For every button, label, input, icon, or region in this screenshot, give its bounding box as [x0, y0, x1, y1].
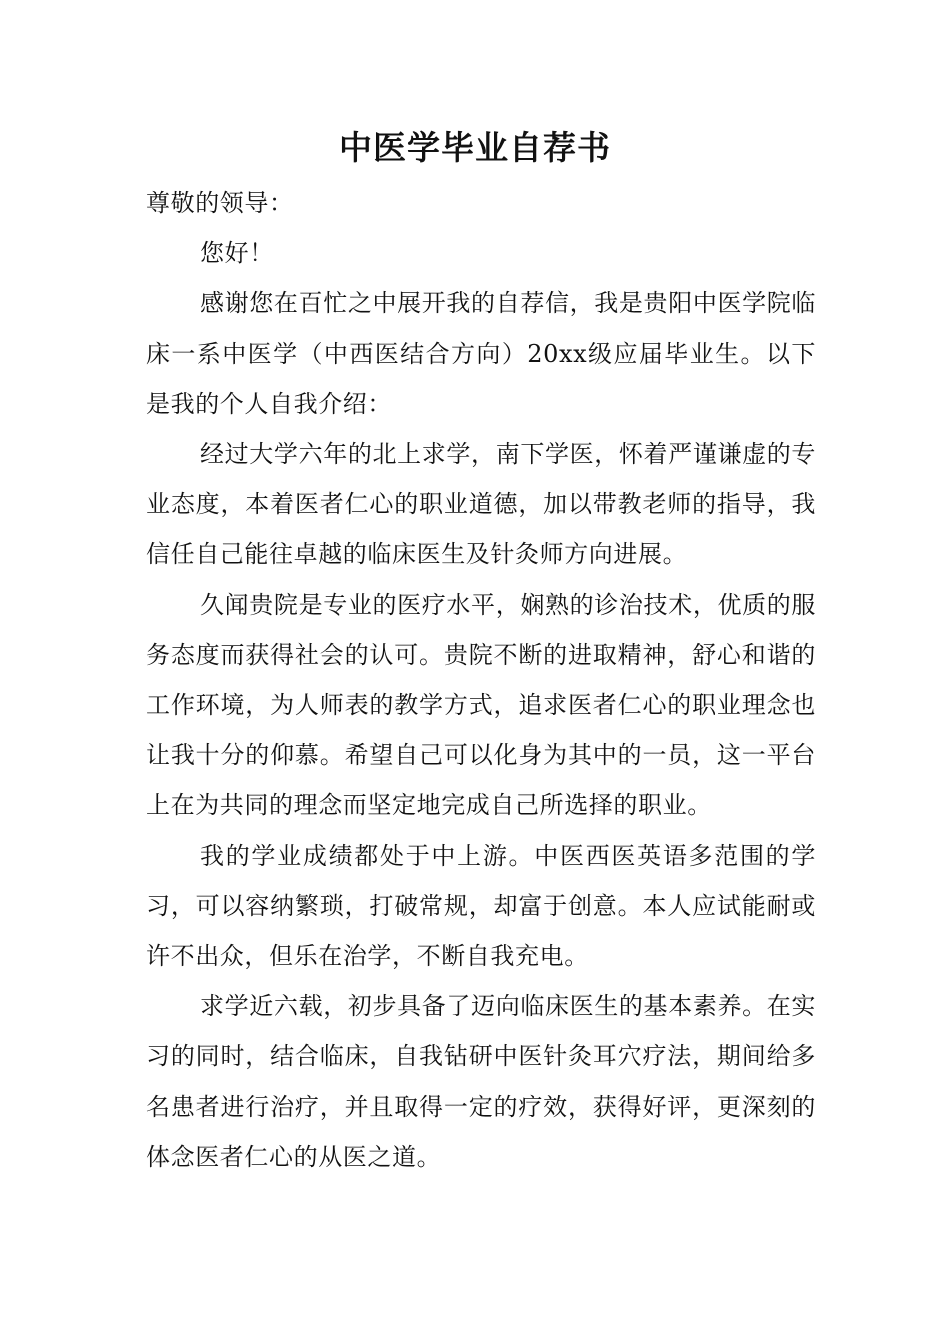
paragraph-intro: 感谢您在百忙之中展开我的自荐信，我是贵阳中医学院临床一系中医学（中西医结合方向）20xx级应届毕业生。以下是我的个人自我介绍：: [146, 289, 816, 418]
greeting: 您好！: [200, 239, 274, 268]
document-title: 中医学毕业自荐书: [339, 128, 611, 167]
salutation: 尊敬的领导：: [146, 189, 294, 217]
letter-body: [146, 178, 816, 1182]
paragraph-academic-record: 我的学业成绩都处于中上游。中医西医英语多范围的学习，可以容纳繁琐，打破常规，却富于创意。本人应试能耐或许不出众，但乐在治学，不断自我充电。: [146, 841, 816, 971]
paragraph-hospital-praise: 久闻贵院是专业的医疗水平，娴熟的诊治技术，优质的服务态度而获得社会的认可。贵院不断的进取精神，舒心和谐的工作环境，为人师表的教学方式，追求医者仁心的职业理念也让我十分的仰慕。希望自己可以化身为其中的一员，这一平台上在为共同的理念而坚定地完成自己所选择的职业。: [146, 590, 816, 820]
paragraph-study-experience: 经过大学六年的北上求学，南下学医，怀着严谨谦虚的专业态度，本着医者仁心的职业道德，加以带教老师的指导，我信任自己能往卓越的临床医生及针灸师方向进展。: [146, 440, 816, 569]
paragraph-clinical-practice: 求学近六载，初步具备了迈向临床医生的基本素养。在实习的同时，结合临床，自我钻研中医针灸耳穴疗法，期间给多名患者进行治疗，并且取得一定的疗效，获得好评，更深刻的体念医者仁心的从医之道。: [146, 992, 816, 1171]
